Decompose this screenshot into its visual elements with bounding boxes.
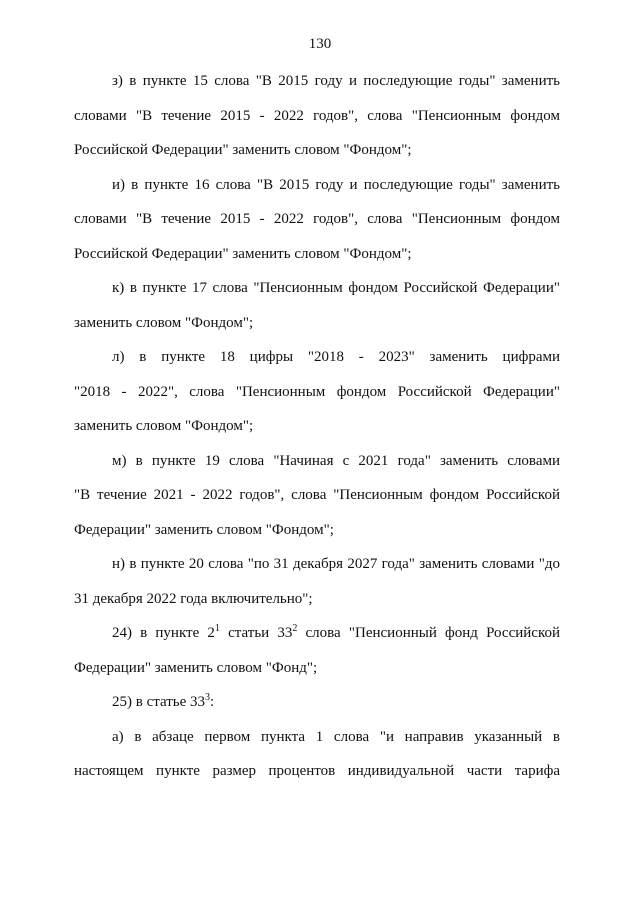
text-line: словами "В течение 2015 - 2022 годов", слова "Пенсионным фондом [74, 211, 560, 227]
text-line: Федерации" заменить словом "Фондом"; [74, 521, 334, 538]
superscript: 1 [214, 623, 220, 634]
text-line: словами "В течение 2015 - 2022 годов", слова "Пенсионным фондом [74, 107, 560, 124]
text-line: настоящем пункте размер процентов индивидуальной части тарифа [74, 763, 560, 779]
text-line: н) в пункте 20 слова "по 31 декабря 2027 года" заменить словами "до [112, 556, 560, 572]
text-line: а) в абзаце первом пункта 1 слова "и направив указанный в [112, 728, 560, 745]
document-body [74, 64, 560, 789]
text-line: и) в пункте 16 слова "В 2015 году и последующие годы" заменить [112, 176, 560, 193]
paragraph-n [74, 547, 560, 616]
paragraph-i [74, 168, 560, 272]
paragraph-25 [74, 685, 560, 720]
paragraph-m [74, 444, 560, 548]
text-line: заменить словом "Фондом"; [74, 418, 254, 434]
text-fragment: слова "Пенсионный фонд Российской [297, 625, 560, 641]
text-fragment: 25) в статье 33 [112, 694, 206, 710]
superscript: 2 [292, 623, 298, 634]
text-line: к) в пункте 17 слова "Пенсионным фондом Российской Федерации" [112, 280, 560, 296]
text-line: м) в пункте 19 слова "Начиная с 2021 года" заменить словами [112, 452, 560, 469]
text-line: Российской Федерации" заменить словом "Фондом"; [74, 245, 412, 262]
text-line: "В течение 2021 - 2022 годов", слова "Пенсионным фондом Российской [74, 487, 560, 503]
paragraph-z [74, 64, 560, 168]
text-fragment: 24) в пункте 2 [112, 625, 215, 641]
paragraph-k [74, 271, 560, 340]
page-number: 130 [308, 36, 332, 52]
paragraph-a [74, 720, 560, 789]
text-line: 31 декабря 2022 года включительно"; [74, 590, 313, 607]
text-line: "2018 - 2022", слова "Пенсионным фондом Российской Федерации" [74, 383, 560, 400]
text-line [74, 616, 560, 651]
paragraph-l [74, 340, 560, 444]
text-line: л) в пункте 18 цифры "2018 - 2023" заменить цифрами [112, 349, 560, 365]
text-fragment: статьи 33 [219, 625, 293, 641]
text-line: Российской Федерации" заменить словом "Фондом"; [74, 142, 412, 158]
text-fragment: : [210, 694, 215, 710]
paragraph-24 [74, 616, 560, 685]
text-line: Федерации" заменить словом "Фонд"; [74, 659, 318, 676]
text-line [74, 685, 560, 720]
text-line: заменить словом "Фондом"; [74, 314, 254, 331]
superscript: 3 [205, 692, 211, 703]
text-line: з) в пункте 15 слова "В 2015 году и последующие годы" заменить [112, 73, 560, 89]
